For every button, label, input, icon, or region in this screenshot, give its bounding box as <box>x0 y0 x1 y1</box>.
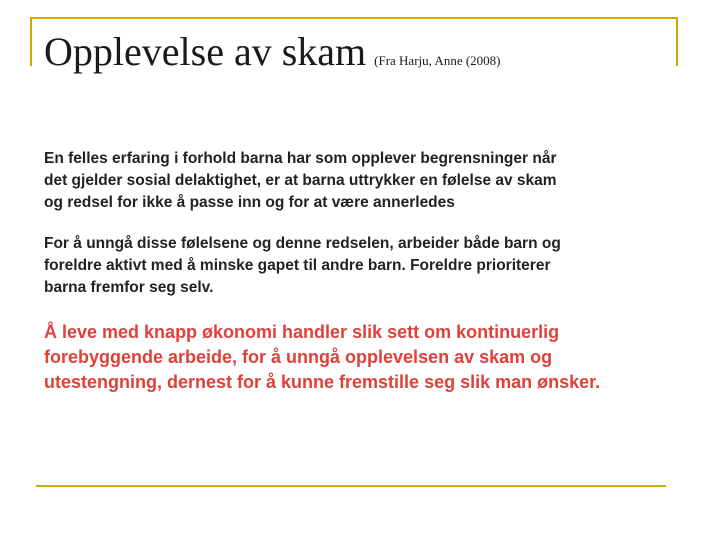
slide-source: (Fra Harju, Anne (2008) <box>374 53 501 68</box>
slide-title-block <box>44 26 501 78</box>
slide-title: Opplevelse av skam <box>44 29 367 74</box>
frame-top-rule <box>30 17 678 19</box>
paragraph-shared-experience: En felles erfaring i forhold barna har som opplever begrensninger når det gjelder sosial delaktighet, er at barna uttrykker en følelse av skam og redsel for ikke å passe inn og for at være annerledes <box>44 150 557 211</box>
paragraph-avoiding-shame: For å unngå disse følelsene og denne redselen, arbeider både barn og foreldre aktivt med å minske gapet til andre barn. Foreldre prioriterer barna fremfor seg selv. <box>44 235 561 296</box>
frame-right-rule <box>676 17 678 66</box>
paragraph-highlight-conclusion: Å leve med knapp økonomi handler slik sett om kontinuerlig forebyggende arbeide, for å unngå opplevelsen av skam og utestengning, dernest for å kunne fremstille seg slik man ønsker. <box>44 322 601 392</box>
frame-left-rule <box>30 17 32 66</box>
frame-bottom-rule <box>36 485 666 487</box>
